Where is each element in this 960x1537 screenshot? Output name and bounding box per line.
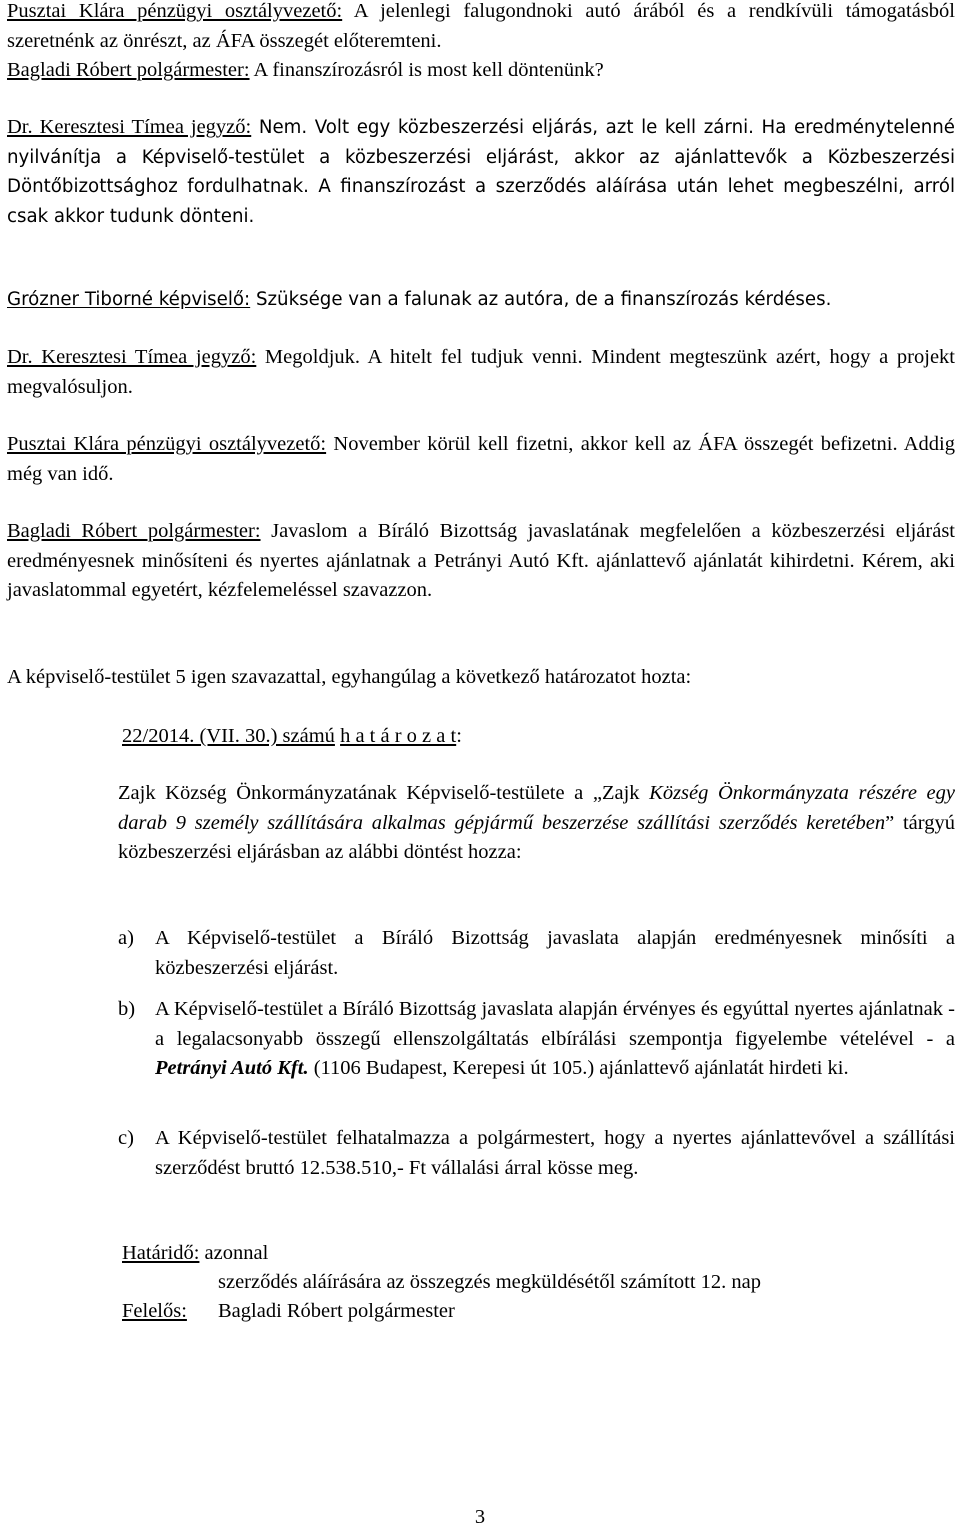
speaker-label: Bagladi Róbert polgármester: [7, 59, 250, 81]
speaker-label: Dr. Keresztesi Tímea jegyző: [7, 346, 257, 368]
speaker-label: Bagladi Róbert polgármester: [7, 520, 261, 542]
resolution-title [122, 722, 462, 752]
responsible-line [122, 1297, 455, 1327]
resolution-label: h a t á r o z a t [340, 725, 457, 747]
resolution-item-b [118, 995, 955, 1084]
paragraph-p1 [7, 0, 955, 56]
paragraph-text: A finanszírozásról is most kell döntenünk? [249, 59, 604, 81]
resolution-item-c [118, 1124, 955, 1183]
paragraph-p2 [7, 56, 955, 86]
paragraph-p6 [7, 430, 955, 489]
paragraph-p5 [7, 343, 955, 402]
responsible-value: Bagladi Róbert polgármester [218, 1300, 455, 1322]
resolution-number: 22/2014. (VII. 30.) számú [122, 725, 335, 747]
speaker-label: Pusztai Klára pénzügyi osztályvezető: [7, 0, 343, 22]
paragraph-text: November körül kell fizetni, akkor kell az ÁFA összegét befizetni. Addig még van idő. [7, 433, 956, 485]
item-text-before: A Képviselő-testület a Bíráló Bizottság javaslata alapján érvényes és egyúttal nyertes ajánlatnak - a legalacsonyabb összegű ellenszolgáltatás elbírálási szempontja figyelembe vételével - a [155, 998, 955, 1050]
resolution-intro-text-end: tárgyú közbeszerzési eljárásban az alábbi döntést hozza: [118, 811, 955, 863]
paragraph-p3 [7, 113, 955, 231]
item-text: A Képviselő-testület felhatalmazza a polgármestert, hogy a nyertes ajánlattevővel a szállítási szerződést bruttó 12.538.510,- Ft vállalási árral kösse meg. [155, 1127, 955, 1179]
item-marker: c) [118, 1127, 134, 1149]
paragraph-text: Szüksége van a falunak az autóra, de a finanszírozás kérdéses. [250, 289, 832, 310]
speaker-label: Dr. Keresztesi Tímea jegyző: [7, 116, 252, 138]
paragraph-text: A jelenlegi falugondnoki autó árából és a rendkívüli támogatásból szeretnénk az önrészt, az ÁFA összegét előteremteni. [7, 0, 956, 52]
paragraph-text: Megoldjuk. A hitelt fel tudjuk venni. Mindent megteszünk azért, hogy a projekt megvalósuljon. [7, 346, 955, 398]
resolution-intro-quote-close: ” [885, 811, 895, 834]
item-text-after: (1106 Budapest, Kerepesi út 105.) ajánlattevő ajánlatát hirdeti ki. [308, 1057, 849, 1079]
page-number: 3 [474, 1506, 486, 1528]
deadline-line [122, 1239, 268, 1269]
resolution-intro-quote: „Zajk [592, 782, 650, 804]
item-text [155, 995, 955, 1084]
item-text: A Képviselő-testület a Bíráló Bizottság javaslata alapján eredményesnek minősíti a közbeszerzési eljárást. [155, 927, 955, 979]
vote-statement: A képviselő-testület 5 igen szavazattal, egyhangúlag a következő határozatot hozta: [7, 666, 692, 688]
responsible-label: Felelős: [122, 1300, 187, 1322]
speaker-label: Pusztai Klára pénzügyi osztályvezető: [7, 433, 327, 455]
deadline-value: azonnal [199, 1242, 269, 1264]
item-marker: b) [118, 998, 136, 1020]
resolution-colon: : [456, 725, 462, 747]
resolution-intro-text: Zajk Község Önkormányzatának Képviselő-testülete a [118, 782, 593, 804]
speaker-label: Grózner Tiborné képviselő: [7, 289, 251, 310]
paragraph-text: Nem. Volt egy közbeszerzési eljárás, azt le kell zárni. Ha eredménytelenné nyilvánítja a Képviselő-testület a közbeszerzési eljárást, akkor az ajánlattevők a Közbeszerzési Döntőbizottsághoz fordulhatnak. A finanszírozást a szerződés aláírása után lehet megbeszélni, arról csak akkor tudunk dönteni. [7, 117, 956, 227]
resolution-intro [118, 779, 955, 868]
company-name: Petrányi Autó Kft. [155, 1057, 309, 1079]
resolution-intro-subject: Község Önkormányzata részére egy darab 9 személy szállítására alkalmas gépjármű beszerzése szállítási szerződés keretében [118, 782, 955, 834]
paragraph-text: Javaslom a Bíráló Bizottság javaslatának megfelelően a közbeszerzési eljárást eredményesnek minősíteni és nyertes ajánlatnak a Petrányi Autó Kft. ajánlattevő ajánlatát kihirdetni. Kérem, aki javaslatommal egyetért, kézfelemeléssel szavazzon. [7, 520, 955, 601]
paragraph-p7 [7, 517, 955, 606]
resolution-item-a [118, 924, 955, 983]
item-marker: a) [118, 927, 134, 949]
paragraph-p4 [7, 285, 955, 315]
deadline-label: Határidő: [122, 1242, 200, 1264]
deadline-detail: szerződés aláírására az összegzés megküldésétől számított 12. nap [218, 1271, 762, 1293]
